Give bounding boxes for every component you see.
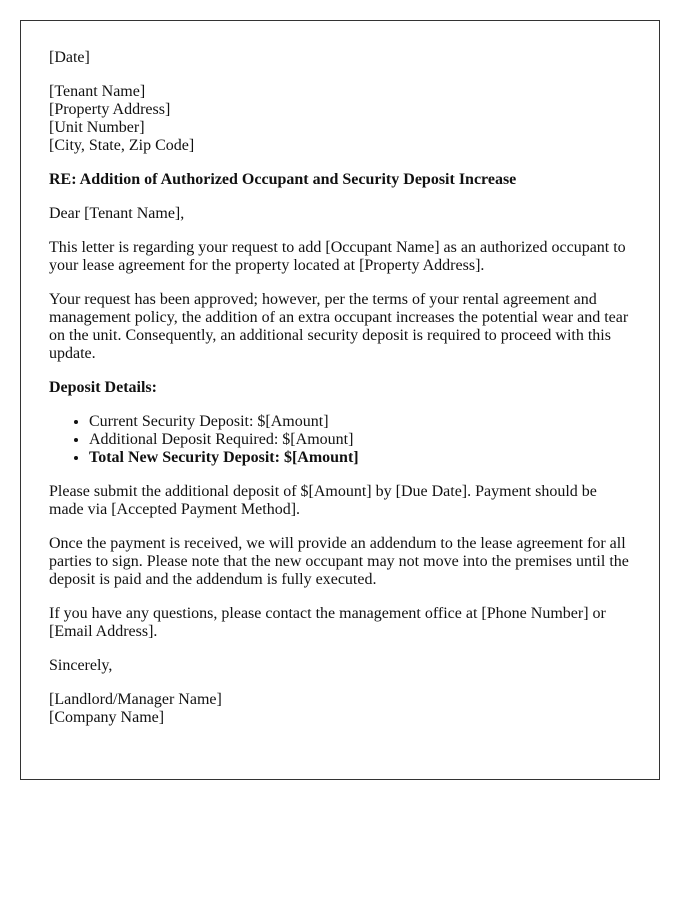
deposit-item-current: • Current Security Deposit: $[Amount] [89, 413, 631, 431]
paragraph-request: This letter is regarding your request to add [Occupant Name] as an authorized occupant to your lease agreement for the property located at [Property Address]. [49, 239, 626, 274]
deposit-item-additional: • Additional Deposit Required: $[Amount] [89, 431, 631, 449]
deposit-details-heading: Deposit Details: [49, 379, 157, 396]
letter-date: [Date] [49, 49, 90, 66]
signature-company: [Company Name] [49, 709, 165, 726]
recipient-tenant-name: [Tenant Name] [49, 83, 146, 100]
signature-block [49, 691, 631, 727]
deposit-details-list [49, 413, 631, 467]
paragraph-contact: If you have any questions, please contact the management office at [Phone Number] or [Email Address]. [49, 605, 606, 640]
recipient-city-state-zip: [City, State, Zip Code] [49, 137, 195, 154]
deposit-item-total: • Total New Security Deposit: $[Amount] [89, 449, 631, 467]
letter-sign-off: Sincerely, [49, 657, 113, 674]
recipient-unit-number: [Unit Number] [49, 119, 145, 136]
letter-salutation: Dear [Tenant Name], [49, 205, 185, 222]
letter-document [20, 20, 660, 780]
signature-name: [Landlord/Manager Name] [49, 691, 222, 708]
paragraph-addendum: Once the payment is received, we will provide an addendum to the lease agreement for all parties to sign. Please note that the new occupant may not move into the premises until the deposit is paid and the addendum is fully executed. [49, 535, 629, 588]
paragraph-payment-instructions: Please submit the additional deposit of $[Amount] by [Due Date]. Payment should be made via [Accepted Payment Method]. [49, 483, 597, 518]
paragraph-approval: Your request has been approved; however, per the terms of your rental agreement and management policy, the addition of an extra occupant increases the potential wear and tear on the unit. Consequently, an additional security deposit is required to proceed with this update. [49, 291, 629, 362]
letter-subject: RE: Addition of Authorized Occupant and Security Deposit Increase [49, 171, 517, 188]
recipient-property-address: [Property Address] [49, 101, 171, 118]
recipient-address-block [49, 83, 631, 155]
